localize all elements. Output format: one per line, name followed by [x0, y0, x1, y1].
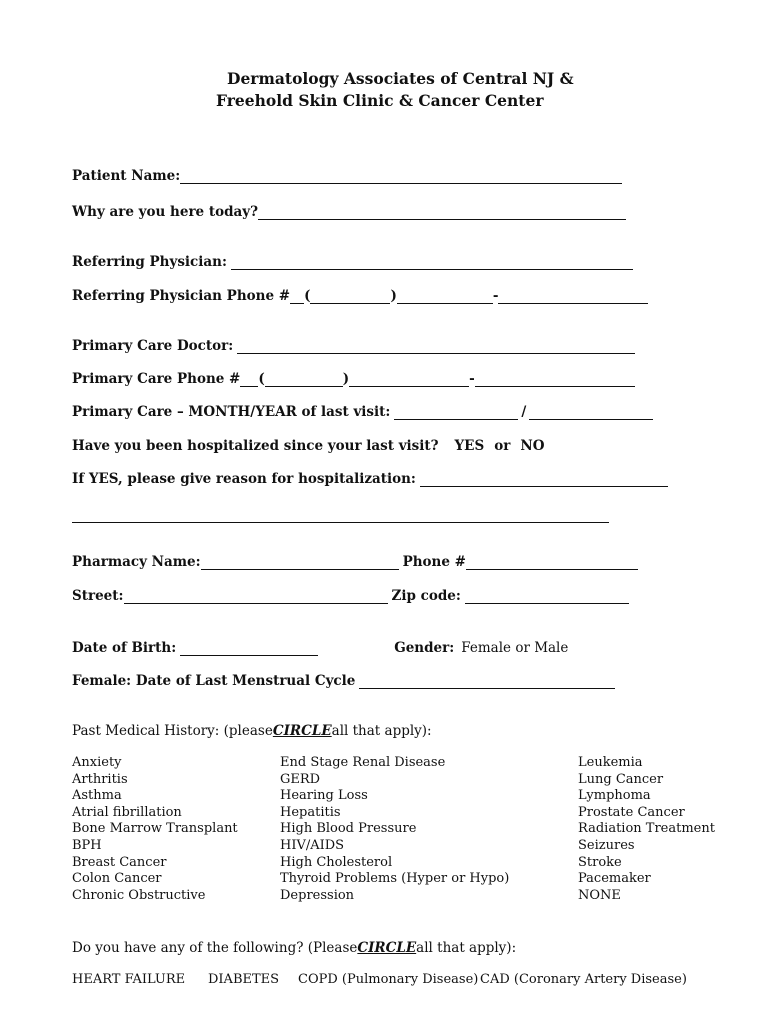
- menstrual-label: Female: Date of Last Menstrual Cycle: [72, 673, 356, 689]
- dob-label: Date of Birth:: [72, 640, 177, 656]
- hospital-reason-row: [72, 469, 668, 487]
- history-item[interactable]: HIV/AIDS: [280, 837, 345, 853]
- history-heading-post: all that apply):: [331, 723, 432, 739]
- history-item[interactable]: High Blood Pressure: [280, 821, 417, 837]
- visit-reason-field[interactable]: [258, 206, 626, 220]
- patient-name-row: [72, 166, 622, 184]
- history-item[interactable]: End Stage Renal Disease: [280, 755, 446, 770]
- hospitalized-question: Have you been hospitalized since your last visit?: [72, 438, 439, 454]
- history-item[interactable]: Prostate Cancer: [578, 804, 685, 820]
- pharmacy-phone-field[interactable]: [466, 556, 638, 570]
- condition-diabetes[interactable]: DIABETES: [208, 972, 280, 987]
- visit-reason-label: Why are you here today?: [72, 204, 259, 220]
- referring-physician-field[interactable]: [231, 256, 633, 270]
- history-item[interactable]: Lung Cancer: [578, 771, 664, 787]
- pharmacy-phone-label: Phone #: [402, 554, 466, 570]
- patient-name-label: Patient Name:: [72, 168, 181, 184]
- primary-care-phone-number-field[interactable]: [475, 373, 635, 387]
- yes-option[interactable]: YES: [454, 438, 485, 454]
- menstrual-field[interactable]: [359, 675, 615, 689]
- primary-care-phone-exchange-field[interactable]: [349, 373, 469, 387]
- paren-open: (: [304, 288, 311, 304]
- history-item[interactable]: Lymphoma: [578, 788, 651, 804]
- primary-care-doctor-field[interactable]: [237, 340, 635, 354]
- history-item[interactable]: Atrial fibrillation: [72, 804, 182, 820]
- or-text: or: [494, 438, 511, 454]
- last-visit-label: Primary Care – MONTH/YEAR of last visit:: [72, 404, 391, 420]
- hospitalized-row: [72, 436, 544, 454]
- history-item[interactable]: Radiation Treatment: [578, 821, 715, 837]
- history-item[interactable]: Breast Cancer: [72, 854, 167, 870]
- history-item[interactable]: GERD: [280, 771, 321, 787]
- history-heading: [72, 721, 432, 739]
- primary-care-phone-row: [72, 369, 635, 387]
- referring-phone-exchange-field[interactable]: [397, 290, 493, 304]
- primary-care-phone-label: Primary Care Phone #: [72, 371, 241, 387]
- history-item[interactable]: Seizures: [578, 837, 635, 853]
- hospital-reason-row-2: [72, 505, 609, 523]
- history-item[interactable]: Stroke: [578, 854, 622, 870]
- primary-care-phone-prefix-field[interactable]: [240, 373, 258, 387]
- condition-cad[interactable]: CAD (Coronary Artery Disease): [480, 972, 687, 987]
- last-visit-year-field[interactable]: [529, 406, 653, 420]
- clinic-title-line2: Freehold Skin Clinic & Cancer Center: [216, 91, 544, 110]
- street-label: Street:: [72, 588, 124, 604]
- last-visit-row: [72, 402, 653, 420]
- history-item[interactable]: Bone Marrow Transplant: [72, 821, 238, 837]
- history-column-2: [280, 755, 509, 904]
- history-column-1: [72, 755, 238, 904]
- hospital-reason-label: If YES, please give reason for hospitalization:: [72, 471, 416, 487]
- history-item[interactable]: NONE: [578, 887, 621, 903]
- referring-phone-row: [72, 286, 648, 304]
- patient-name-field[interactable]: [180, 170, 622, 184]
- history-item[interactable]: Thyroid Problems (Hyper or Hypo): [280, 871, 510, 887]
- pharmacy-row: [72, 552, 638, 570]
- last-visit-month-field[interactable]: [394, 406, 518, 420]
- paren-close: ): [390, 288, 397, 304]
- gender-label: Gender:: [394, 640, 455, 656]
- referring-phone-label: Referring Physician Phone #: [72, 288, 291, 304]
- referring-phone-prefix-field[interactable]: [290, 290, 304, 304]
- paren-close: ): [342, 371, 350, 387]
- history-item[interactable]: Hearing Loss: [280, 788, 368, 804]
- referring-physician-label: Referring Physician:: [72, 254, 227, 270]
- following-heading-post: all that apply):: [416, 940, 517, 956]
- zip-field[interactable]: [465, 590, 629, 604]
- pharmacy-name-label: Pharmacy Name:: [72, 554, 201, 570]
- following-heading-pre: Do you have any of the following? (Please: [72, 940, 358, 956]
- history-item[interactable]: BPH: [72, 837, 102, 853]
- history-heading-pre: Past Medical History: (please: [72, 723, 273, 739]
- history-item[interactable]: Chronic Obstructive: [72, 887, 206, 903]
- dob-row: [72, 638, 568, 656]
- menstrual-row: [72, 671, 615, 689]
- dash: -: [469, 371, 475, 387]
- history-item[interactable]: Hepatitis: [280, 804, 341, 820]
- history-item[interactable]: Asthma: [72, 788, 122, 804]
- history-item[interactable]: Depression: [280, 887, 355, 903]
- referring-phone-area-field[interactable]: [310, 290, 390, 304]
- primary-care-doctor-label: Primary Care Doctor:: [72, 338, 234, 354]
- history-column-3: [578, 755, 715, 904]
- condition-heart-failure[interactable]: HEART FAILURE: [72, 972, 186, 987]
- hospital-reason-field[interactable]: [420, 473, 668, 487]
- history-item[interactable]: Anxiety: [72, 755, 122, 770]
- paren-open: (: [258, 371, 265, 387]
- zip-label: Zip code:: [391, 588, 461, 604]
- history-heading-circle: CIRCLE: [272, 723, 332, 739]
- referring-physician-row: [72, 252, 633, 270]
- dob-field[interactable]: [180, 642, 318, 656]
- following-heading: [72, 938, 516, 956]
- primary-care-doctor-row: [72, 336, 635, 354]
- dash: -: [492, 288, 499, 304]
- history-item[interactable]: Arthritis: [72, 771, 128, 787]
- referring-phone-number-field[interactable]: [498, 290, 648, 304]
- visit-reason-row: [72, 202, 626, 220]
- no-option[interactable]: NO: [520, 438, 545, 454]
- history-item[interactable]: Colon Cancer: [72, 871, 162, 887]
- street-field[interactable]: [124, 590, 388, 604]
- following-heading-circle: CIRCLE: [357, 940, 417, 956]
- history-item[interactable]: High Cholesterol: [280, 854, 393, 870]
- history-item[interactable]: Leukemia: [578, 755, 643, 770]
- gender-options[interactable]: Female or Male: [461, 640, 569, 656]
- clinic-title-line1: Dermatology Associates of Central NJ &: [227, 69, 574, 88]
- hospital-reason-field-2[interactable]: [72, 509, 609, 523]
- street-row: [72, 586, 629, 604]
- primary-care-phone-area-field[interactable]: [265, 373, 343, 387]
- history-item[interactable]: Pacemaker: [578, 871, 651, 887]
- slash: /: [521, 404, 527, 420]
- pharmacy-name-field[interactable]: [201, 556, 399, 570]
- condition-copd[interactable]: COPD (Pulmonary Disease): [298, 972, 479, 987]
